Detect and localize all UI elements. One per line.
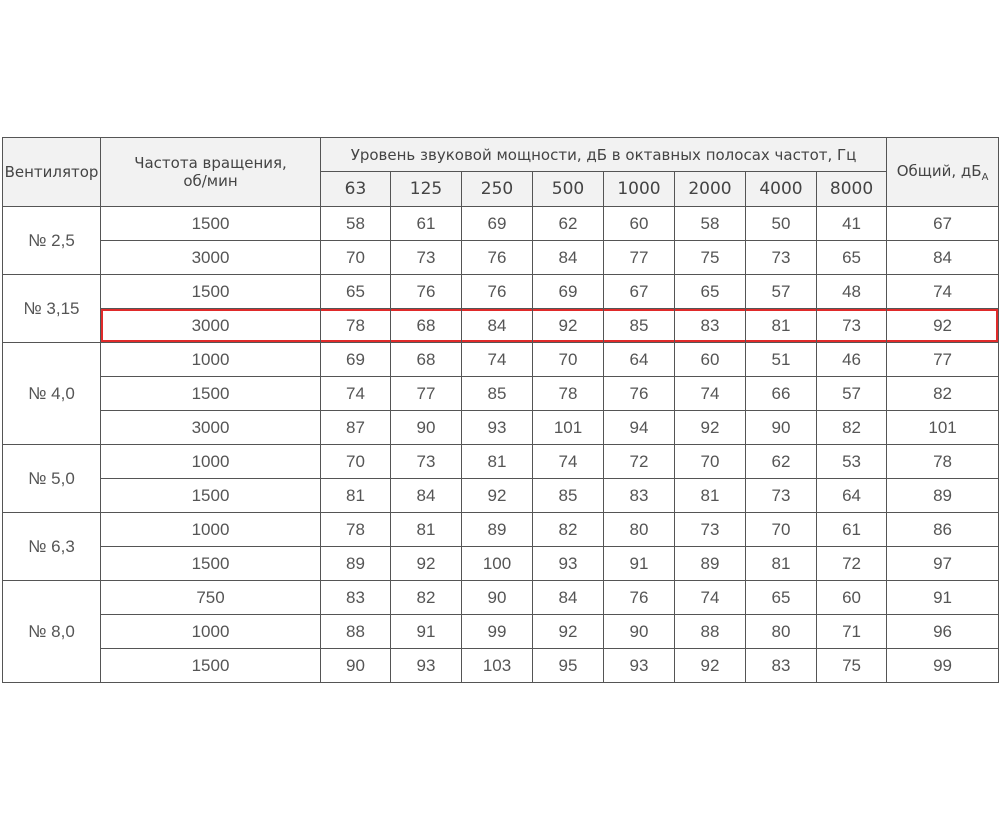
header-total [887, 138, 999, 207]
level-cell-4000: 90 [746, 411, 817, 445]
level-cell-4000: 50 [746, 207, 817, 241]
total-cell: 96 [887, 615, 999, 649]
level-cell-500: 95 [533, 649, 604, 683]
level-cell-250: 103 [462, 649, 533, 683]
level-cell-250: 81 [462, 445, 533, 479]
header-total-label: Общий, дБ [896, 161, 982, 180]
level-cell-2000: 58 [675, 207, 746, 241]
table-row [3, 615, 999, 649]
table-row [3, 411, 999, 445]
header-total-subscript: A [981, 171, 989, 183]
speed-cell: 3000 [101, 411, 321, 445]
level-cell-2000: 73 [675, 513, 746, 547]
table-row [3, 207, 999, 241]
level-cell-8000: 72 [817, 547, 887, 581]
total-cell: 84 [887, 241, 999, 275]
speed-cell: 750 [101, 581, 321, 615]
table-row [3, 343, 999, 377]
level-cell-125: 93 [391, 649, 462, 683]
level-cell-125: 68 [391, 309, 462, 343]
level-cell-500: 69 [533, 275, 604, 309]
level-cell-250: 89 [462, 513, 533, 547]
level-cell-8000: 65 [817, 241, 887, 275]
total-cell: 101 [887, 411, 999, 445]
level-cell-250: 92 [462, 479, 533, 513]
level-cell-63: 78 [321, 513, 391, 547]
level-cell-125: 84 [391, 479, 462, 513]
level-cell-63: 78 [321, 309, 391, 343]
level-cell-4000: 80 [746, 615, 817, 649]
level-cell-500: 85 [533, 479, 604, 513]
fan-model-cell: № 4,0 [3, 343, 101, 445]
total-cell: 82 [887, 377, 999, 411]
speed-cell: 1000 [101, 343, 321, 377]
level-cell-125: 61 [391, 207, 462, 241]
table-row [3, 581, 999, 615]
header-freq-8000: 8000 [817, 172, 887, 207]
fan-model-cell: № 6,3 [3, 513, 101, 581]
speed-cell: 3000 [101, 241, 321, 275]
table-row [3, 479, 999, 513]
total-cell: 77 [887, 343, 999, 377]
level-cell-125: 92 [391, 547, 462, 581]
total-cell: 99 [887, 649, 999, 683]
level-cell-4000: 81 [746, 547, 817, 581]
level-cell-125: 91 [391, 615, 462, 649]
level-cell-500: 62 [533, 207, 604, 241]
level-cell-1000: 76 [604, 581, 675, 615]
level-cell-250: 93 [462, 411, 533, 445]
level-cell-1000: 83 [604, 479, 675, 513]
level-cell-8000: 73 [817, 309, 887, 343]
speed-cell: 1000 [101, 445, 321, 479]
level-cell-8000: 48 [817, 275, 887, 309]
level-cell-63: 70 [321, 445, 391, 479]
level-cell-2000: 89 [675, 547, 746, 581]
level-cell-1000: 80 [604, 513, 675, 547]
level-cell-8000: 61 [817, 513, 887, 547]
speed-cell: 1500 [101, 377, 321, 411]
level-cell-2000: 70 [675, 445, 746, 479]
table-row [3, 377, 999, 411]
level-cell-125: 90 [391, 411, 462, 445]
level-cell-125: 68 [391, 343, 462, 377]
level-cell-63: 89 [321, 547, 391, 581]
level-cell-63: 81 [321, 479, 391, 513]
level-cell-8000: 82 [817, 411, 887, 445]
level-cell-4000: 66 [746, 377, 817, 411]
level-cell-4000: 83 [746, 649, 817, 683]
level-cell-1000: 67 [604, 275, 675, 309]
level-cell-500: 70 [533, 343, 604, 377]
fan-model-cell: № 8,0 [3, 581, 101, 683]
level-cell-63: 88 [321, 615, 391, 649]
total-cell: 92 [887, 309, 999, 343]
speed-cell: 1500 [101, 649, 321, 683]
level-cell-1000: 64 [604, 343, 675, 377]
level-cell-125: 73 [391, 445, 462, 479]
speed-cell: 1500 [101, 547, 321, 581]
level-cell-2000: 88 [675, 615, 746, 649]
level-cell-250: 99 [462, 615, 533, 649]
header-sound-level: Уровень звуковой мощности, дБ в октавных полосах частот, Гц [321, 138, 887, 172]
level-cell-8000: 60 [817, 581, 887, 615]
header-fan: Вентилятор [3, 138, 101, 207]
speed-cell: 1500 [101, 275, 321, 309]
header-freq-250: 250 [462, 172, 533, 207]
fan-model-cell: № 2,5 [3, 207, 101, 275]
level-cell-1000: 94 [604, 411, 675, 445]
speed-cell: 1500 [101, 479, 321, 513]
level-cell-500: 92 [533, 309, 604, 343]
level-cell-8000: 57 [817, 377, 887, 411]
level-cell-500: 78 [533, 377, 604, 411]
table-row [3, 649, 999, 683]
level-cell-4000: 73 [746, 241, 817, 275]
level-cell-2000: 74 [675, 581, 746, 615]
level-cell-63: 69 [321, 343, 391, 377]
level-cell-250: 74 [462, 343, 533, 377]
table-row [3, 241, 999, 275]
level-cell-8000: 75 [817, 649, 887, 683]
total-cell: 78 [887, 445, 999, 479]
level-cell-500: 84 [533, 581, 604, 615]
total-cell: 97 [887, 547, 999, 581]
total-cell: 89 [887, 479, 999, 513]
table-row [3, 445, 999, 479]
level-cell-4000: 70 [746, 513, 817, 547]
level-cell-250: 84 [462, 309, 533, 343]
level-cell-4000: 65 [746, 581, 817, 615]
level-cell-8000: 46 [817, 343, 887, 377]
header-speed [101, 138, 321, 207]
table-row [3, 547, 999, 581]
level-cell-2000: 74 [675, 377, 746, 411]
header-speed-line1: Частота вращения, [134, 154, 287, 172]
level-cell-1000: 85 [604, 309, 675, 343]
level-cell-2000: 92 [675, 649, 746, 683]
level-cell-2000: 92 [675, 411, 746, 445]
speed-cell: 1000 [101, 513, 321, 547]
level-cell-1000: 77 [604, 241, 675, 275]
fan-model-cell: № 3,15 [3, 275, 101, 343]
level-cell-500: 74 [533, 445, 604, 479]
level-cell-125: 73 [391, 241, 462, 275]
level-cell-500: 93 [533, 547, 604, 581]
total-cell: 74 [887, 275, 999, 309]
level-cell-250: 76 [462, 241, 533, 275]
speed-cell: 1500 [101, 207, 321, 241]
level-cell-1000: 91 [604, 547, 675, 581]
fan-model-cell: № 5,0 [3, 445, 101, 513]
level-cell-250: 90 [462, 581, 533, 615]
noise-table-container [2, 137, 998, 683]
level-cell-250: 69 [462, 207, 533, 241]
level-cell-250: 76 [462, 275, 533, 309]
level-cell-63: 58 [321, 207, 391, 241]
level-cell-63: 83 [321, 581, 391, 615]
level-cell-63: 74 [321, 377, 391, 411]
speed-cell: 1000 [101, 615, 321, 649]
header-speed-line2: об/мин [183, 172, 238, 190]
total-cell: 91 [887, 581, 999, 615]
level-cell-2000: 60 [675, 343, 746, 377]
level-cell-63: 70 [321, 241, 391, 275]
level-cell-250: 85 [462, 377, 533, 411]
level-cell-125: 76 [391, 275, 462, 309]
level-cell-1000: 90 [604, 615, 675, 649]
table-row [3, 513, 999, 547]
level-cell-500: 92 [533, 615, 604, 649]
level-cell-63: 90 [321, 649, 391, 683]
level-cell-8000: 53 [817, 445, 887, 479]
total-cell: 86 [887, 513, 999, 547]
table-row [3, 309, 999, 343]
level-cell-2000: 75 [675, 241, 746, 275]
level-cell-63: 65 [321, 275, 391, 309]
level-cell-8000: 41 [817, 207, 887, 241]
speed-cell: 3000 [101, 309, 321, 343]
level-cell-2000: 65 [675, 275, 746, 309]
level-cell-4000: 73 [746, 479, 817, 513]
header-freq-125: 125 [391, 172, 462, 207]
level-cell-125: 81 [391, 513, 462, 547]
noise-level-table [2, 137, 999, 683]
level-cell-8000: 64 [817, 479, 887, 513]
level-cell-8000: 71 [817, 615, 887, 649]
header-freq-63: 63 [321, 172, 391, 207]
level-cell-2000: 83 [675, 309, 746, 343]
level-cell-1000: 60 [604, 207, 675, 241]
level-cell-125: 77 [391, 377, 462, 411]
level-cell-4000: 81 [746, 309, 817, 343]
level-cell-1000: 93 [604, 649, 675, 683]
table-row [3, 275, 999, 309]
header-freq-500: 500 [533, 172, 604, 207]
level-cell-500: 82 [533, 513, 604, 547]
level-cell-125: 82 [391, 581, 462, 615]
level-cell-63: 87 [321, 411, 391, 445]
level-cell-1000: 72 [604, 445, 675, 479]
header-freq-2000: 2000 [675, 172, 746, 207]
level-cell-4000: 57 [746, 275, 817, 309]
level-cell-1000: 76 [604, 377, 675, 411]
header-freq-4000: 4000 [746, 172, 817, 207]
total-cell: 67 [887, 207, 999, 241]
level-cell-4000: 62 [746, 445, 817, 479]
header-freq-1000: 1000 [604, 172, 675, 207]
level-cell-4000: 51 [746, 343, 817, 377]
level-cell-250: 100 [462, 547, 533, 581]
level-cell-500: 101 [533, 411, 604, 445]
level-cell-2000: 81 [675, 479, 746, 513]
level-cell-500: 84 [533, 241, 604, 275]
